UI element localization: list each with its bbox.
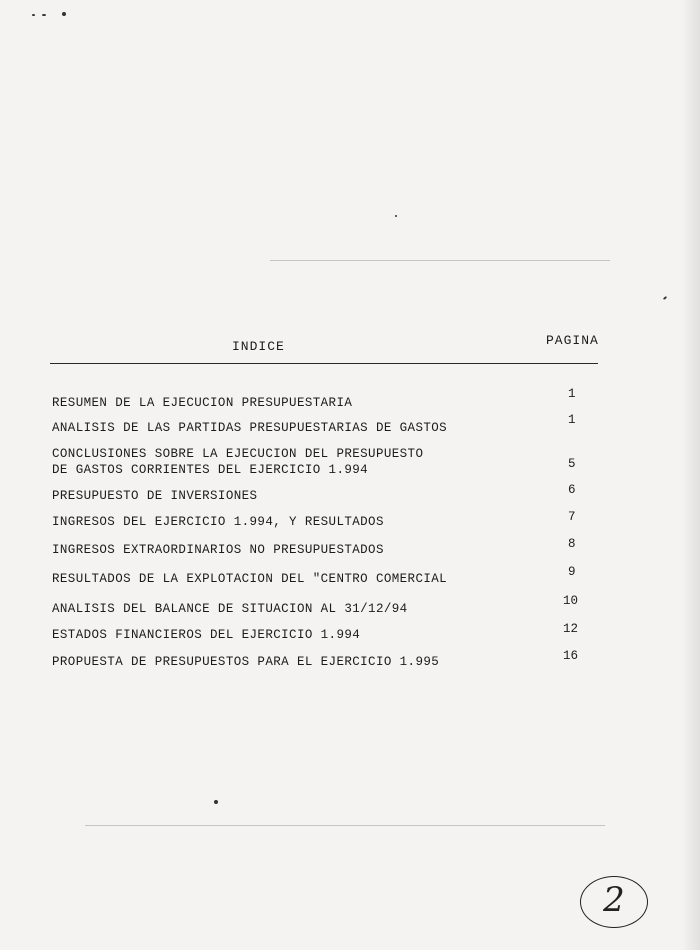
index-entry-label-continued: DE GASTOS CORRIENTES DEL EJERCICIO 1.994 — [52, 463, 369, 477]
index-entry-page: 10 — [563, 594, 579, 608]
index-entry-label: RESULTADOS DE LA EXPLOTACION DEL "CENTRO COMERCIAL — [52, 572, 448, 586]
index-title: INDICE — [232, 339, 285, 354]
index-entry-label: CONCLUSIONES SOBRE LA EJECUCION DEL PRESUPUESTO — [52, 447, 424, 461]
scan-speck — [395, 215, 397, 217]
index-entry-label: RESUMEN DE LA EJECUCION PRESUPUESTARIA — [52, 396, 353, 410]
scan-speck — [663, 296, 667, 300]
index-entry-label: PROPUESTA DE PRESUPUESTOS PARA EL EJERCICIO 1.995 — [52, 655, 440, 669]
index-entry-page: 9 — [568, 565, 576, 579]
index-entry-label: ESTADOS FINANCIEROS DEL EJERCICIO 1.994 — [52, 628, 361, 642]
index-entry-page: 1 — [568, 387, 576, 401]
page-edge-shadow — [682, 0, 700, 950]
bleed-through-rule — [85, 825, 605, 826]
index-entry-label: ANALISIS DEL BALANCE DE SITUACION AL 31/12/94 — [52, 602, 408, 616]
bleed-through-rule — [270, 260, 610, 261]
index-entry-label: INGRESOS DEL EJERCICIO 1.994, Y RESULTADOS — [52, 515, 384, 529]
index-entry-page: 6 — [568, 483, 576, 497]
index-entry-page: 12 — [563, 622, 579, 636]
index-entry-page: 8 — [568, 537, 576, 551]
scan-speck — [214, 800, 218, 804]
index-entry-page: 5 — [568, 457, 576, 471]
handwritten-page-number — [580, 876, 648, 928]
scan-speck — [42, 14, 46, 16]
index-entry-page: 1 — [568, 413, 576, 427]
index-entry-label: PRESUPUESTO DE INVERSIONES — [52, 489, 258, 503]
header-rule — [50, 363, 598, 364]
handwritten-page-number-text: 2 — [603, 880, 625, 920]
index-entry-label: INGRESOS EXTRAORDINARIOS NO PRESUPUESTADOS — [52, 543, 384, 557]
page-column-header: PAGINA — [546, 333, 599, 348]
scan-speck — [62, 12, 66, 16]
index-entry-page: 7 — [568, 510, 576, 524]
index-entry-page: 16 — [563, 649, 579, 663]
index-entry-label: ANALISIS DE LAS PARTIDAS PRESUPUESTARIAS DE GASTOS — [52, 421, 448, 435]
scan-speck — [32, 14, 35, 16]
